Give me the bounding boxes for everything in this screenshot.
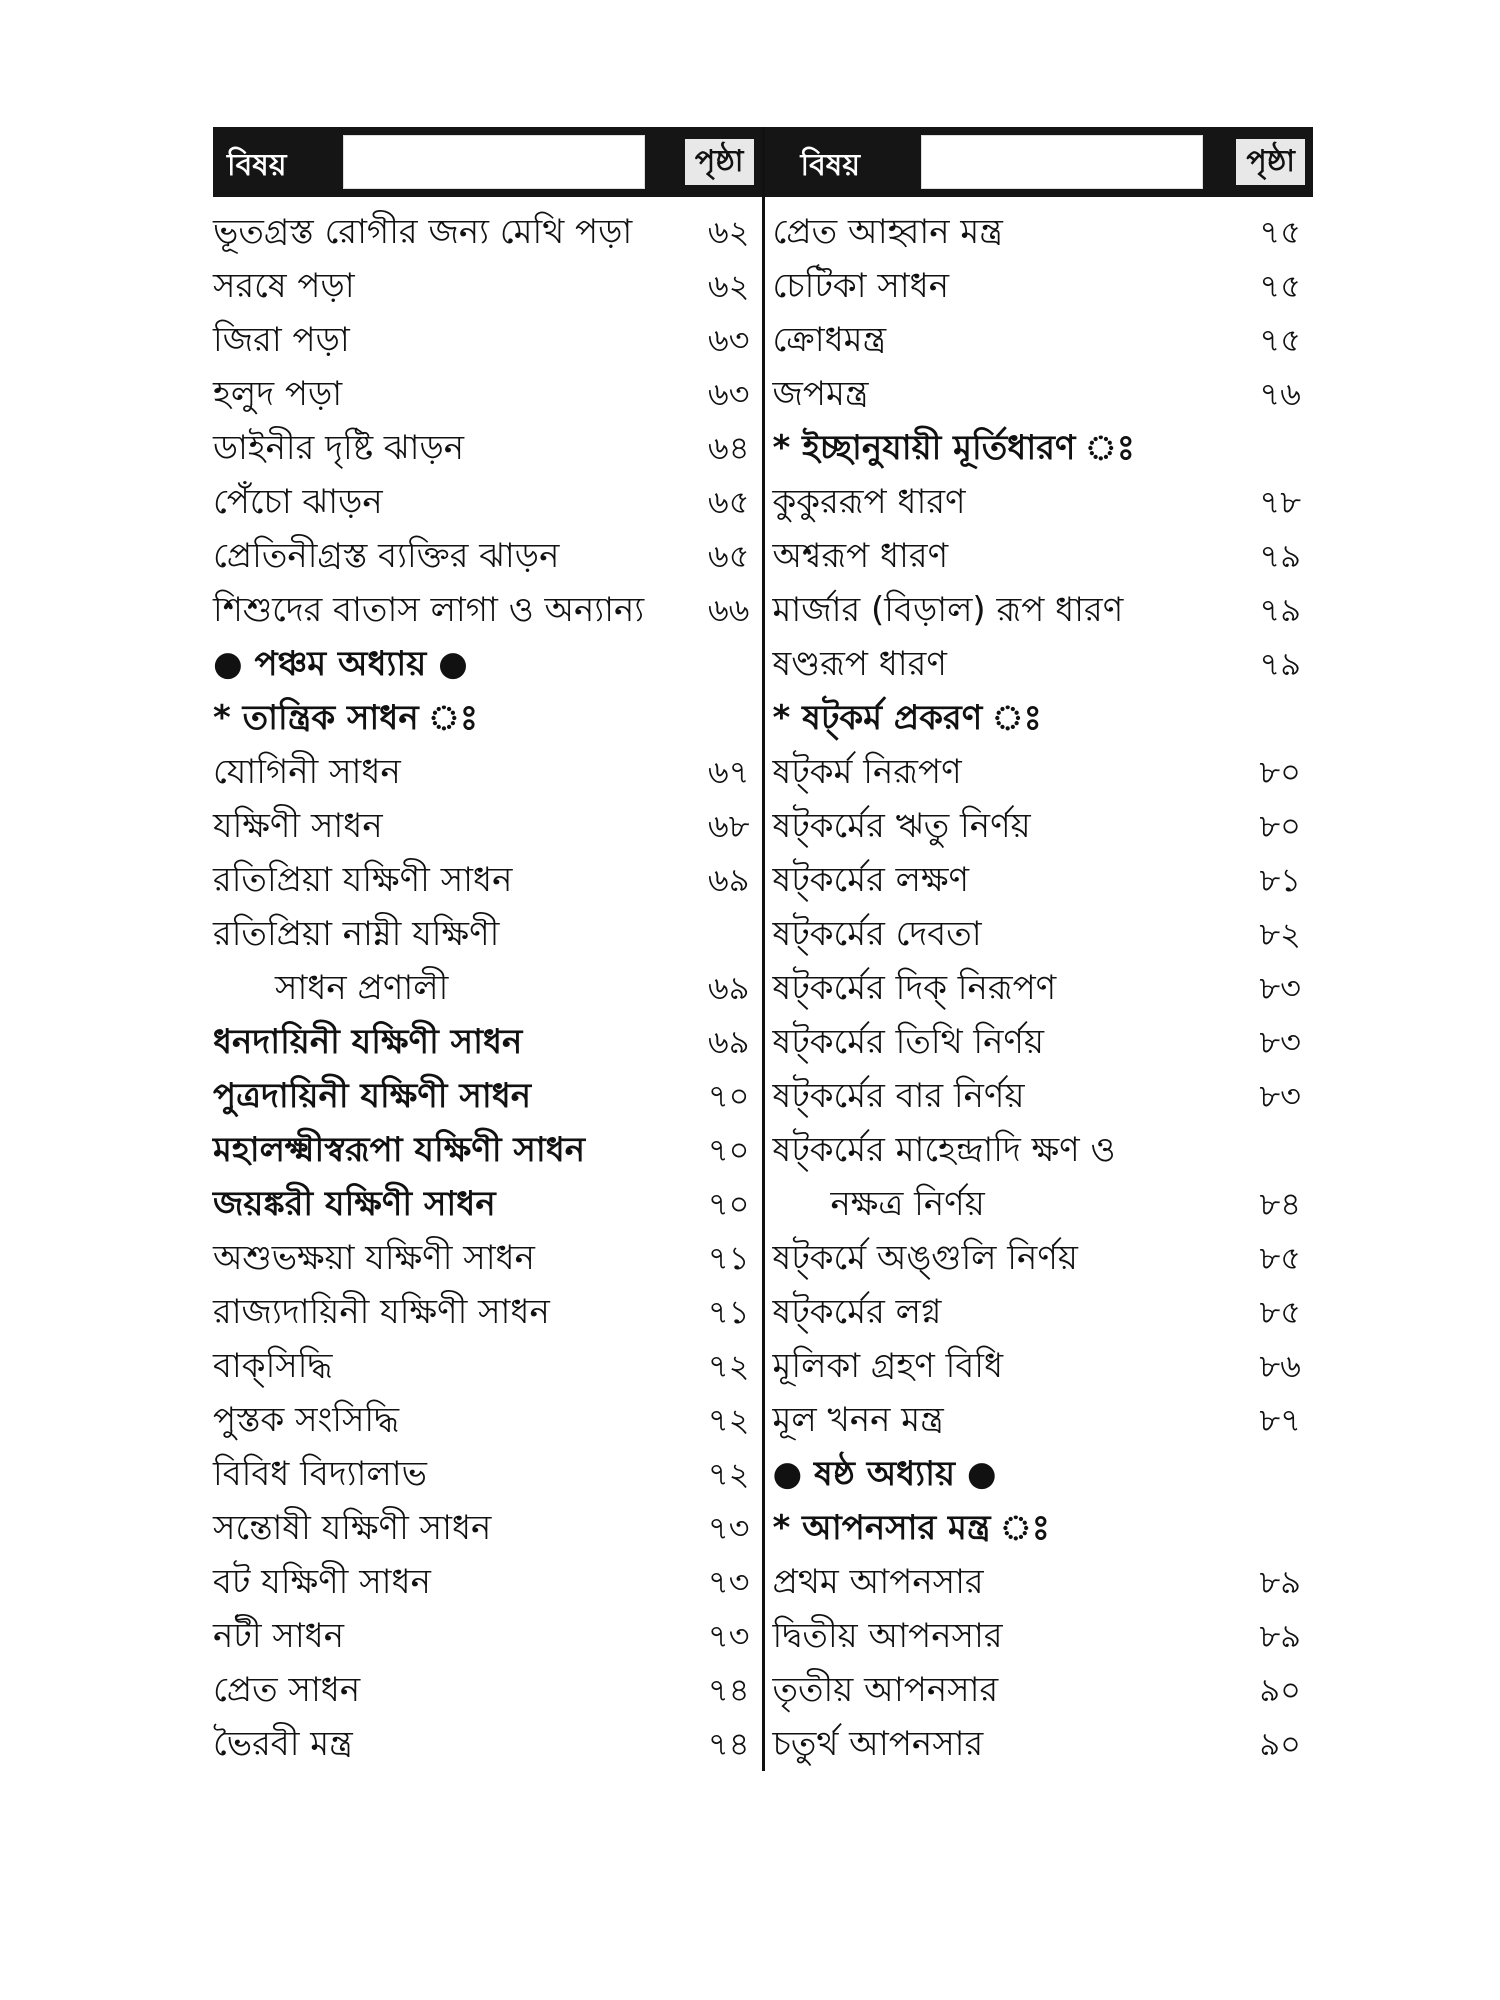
toc-row (765, 313, 1314, 367)
toc-row (213, 1447, 762, 1501)
entry-title: ষট্‌কর্মে অঙ্গুলি নির্ণয় (772, 1238, 1078, 1278)
entry-page: ৭৩ (707, 1563, 750, 1601)
toc-row (213, 907, 762, 961)
toc-row (213, 1501, 762, 1555)
entry-title: প্রথম আপনসার (772, 1562, 984, 1602)
entry-page: ৮০ (1259, 807, 1301, 845)
entry-title: অশুভক্ষয়া যক্ষিণী সাধন (213, 1238, 535, 1278)
toc-row (765, 1717, 1314, 1771)
entry-title: সন্তোষী যক্ষিণী সাধন (213, 1508, 492, 1548)
entry-title: ভৈরবী মন্ত্র (213, 1724, 353, 1764)
entry-title: বাক্‌সিদ্ধি (213, 1346, 333, 1386)
right-header (765, 127, 1314, 197)
toc-row (213, 259, 762, 313)
chapter-heading (213, 637, 762, 691)
toc-row (213, 313, 762, 367)
entry-page: ৬৯ (707, 861, 750, 899)
chapter-heading (765, 1447, 1314, 1501)
toc-row (213, 1069, 762, 1123)
section-heading (213, 691, 762, 745)
entry-page: ৮৩ (1259, 1077, 1301, 1115)
entry-title: ● পঞ্চম অধ্যায় ● (213, 644, 468, 684)
entry-title: প্রেতিনীগ্রস্ত ব্যক্তির ঝাড়ন (213, 536, 560, 576)
entry-page: ৮৩ (1259, 1023, 1301, 1061)
entry-title: * তান্ত্রিক সাধন ঃ (213, 698, 478, 738)
entry-page: ৭০ (707, 1185, 750, 1223)
entry-title: জয়ঙ্করী যক্ষিণী সাধন (213, 1184, 496, 1224)
entry-title: দ্বিতীয় আপনসার (772, 1616, 1003, 1656)
entry-page: ৭৬ (1259, 375, 1301, 413)
entry-page: ৭৫ (1259, 213, 1301, 251)
section-heading (765, 421, 1314, 475)
entry-title: বিবিধ বিদ্যালাভ (213, 1454, 427, 1494)
entry-title: জপমন্ত্র (772, 374, 869, 414)
right-column (765, 127, 1314, 1771)
entry-page: ৭২ (707, 1401, 750, 1439)
header-blank (343, 135, 645, 189)
entry-page: ৮৫ (1259, 1293, 1301, 1331)
page-heading: পৃষ্ঠা (1236, 139, 1305, 185)
toc-row (765, 475, 1314, 529)
entry-title: ষট্‌কর্মের লক্ষণ (772, 860, 970, 900)
entry-title: যক্ষিণী সাধন (213, 806, 383, 846)
entry-title: ষট্‌কর্মের দিক্ নিরূপণ (772, 968, 1057, 1008)
toc-row (213, 1231, 762, 1285)
entry-title: ক্রোধমন্ত্র (772, 320, 887, 360)
entry-title: মার্জার (বিড়াল) রূপ ধারণ (772, 590, 1124, 630)
toc-row (213, 1015, 762, 1069)
section-heading (765, 691, 1314, 745)
entry-page: ৭১ (707, 1239, 750, 1277)
entry-page: ৮৯ (1259, 1617, 1301, 1655)
entry-title: পুস্তক সংসিদ্ধি (213, 1400, 400, 1440)
entry-title: অশ্বরূপ ধারণ (772, 536, 949, 576)
subject-heading: বিষয় (227, 148, 287, 183)
entry-title: প্রেত সাধন (213, 1670, 361, 1710)
entry-page: ৬৯ (707, 969, 750, 1007)
left-rows (213, 205, 762, 1771)
header-blank (921, 135, 1203, 189)
toc-row (213, 1285, 762, 1339)
entry-page: ৬২ (707, 213, 750, 251)
entry-title: রতিপ্রিয়া যক্ষিণী সাধন (213, 860, 513, 900)
entry-page: ৭৮ (1259, 483, 1301, 521)
toc-row (213, 1393, 762, 1447)
toc-row (213, 961, 762, 1015)
entry-page: ৭১ (707, 1293, 750, 1331)
entry-page: ৮৫ (1259, 1239, 1301, 1277)
entry-page: ৭৫ (1259, 321, 1301, 359)
entry-title: নক্ষত্র নির্ণয় (830, 1184, 985, 1224)
entry-title: ষট্‌কর্মের ঋতু নির্ণয় (772, 806, 1031, 846)
toc-row (765, 367, 1314, 421)
entry-page: ৬৪ (707, 429, 750, 467)
toc-row (765, 1177, 1314, 1231)
entry-page: ৬৭ (707, 753, 750, 791)
entry-page: ৭২ (707, 1455, 750, 1493)
toc-row (213, 367, 762, 421)
toc-row (765, 1339, 1314, 1393)
entry-page: ৮৪ (1259, 1185, 1301, 1223)
entry-title: মূলিকা গ্রহণ বিধি (772, 1346, 1004, 1386)
entry-page: ৮৩ (1259, 969, 1301, 1007)
entry-page: ৯০ (1259, 1671, 1301, 1709)
toc-row (213, 1339, 762, 1393)
toc-row (765, 1555, 1314, 1609)
toc-row (765, 853, 1314, 907)
toc-row (765, 799, 1314, 853)
toc-row (765, 1393, 1314, 1447)
toc-row (765, 583, 1314, 637)
entry-title: * আপনসার মন্ত্র ঃ (772, 1508, 1050, 1548)
toc-row (765, 1123, 1314, 1177)
entry-title: ষট্‌কর্মের তিথি নির্ণয় (772, 1022, 1045, 1062)
entry-page: ৭৯ (1259, 537, 1301, 575)
toc-row (765, 259, 1314, 313)
toc-row (213, 475, 762, 529)
entry-title: ভূতগ্রস্ত রোগীর জন্য মেথি পড়া (213, 212, 633, 252)
entry-page: ৭২ (707, 1347, 750, 1385)
entry-title: ষণ্ডরূপ ধারণ (772, 644, 947, 684)
entry-page: ৬৩ (707, 375, 750, 413)
entry-page: ৬২ (707, 267, 750, 305)
toc-row (213, 799, 762, 853)
entry-title: মহালক্ষ্মীস্বরূপা যক্ষিণী সাধন (213, 1130, 586, 1170)
entry-page: ৭০ (707, 1077, 750, 1115)
entry-title: ষট্‌কর্ম নিরূপণ (772, 752, 962, 792)
toc-row (213, 1717, 762, 1771)
entry-title: প্রেত আহ্বান মন্ত্র (772, 212, 1003, 252)
entry-page: ৮৭ (1259, 1401, 1301, 1439)
entry-title: পুত্রদায়িনী যক্ষিণী সাধন (213, 1076, 532, 1116)
entry-page: ৭৪ (707, 1725, 750, 1763)
right-rows (765, 205, 1314, 1771)
toc-row (765, 1231, 1314, 1285)
entry-page: ৭৫ (1259, 267, 1301, 305)
toc-row (765, 907, 1314, 961)
entry-title: হলুদ পড়া (213, 374, 343, 414)
left-column (213, 127, 765, 1771)
entry-title: রতিপ্রিয়া নাম্নী যক্ষিণী (213, 914, 500, 954)
entry-page: ৭০ (707, 1131, 750, 1169)
entry-page: ৬৬ (707, 591, 750, 629)
toc-row (213, 529, 762, 583)
entry-title: কুকুররূপ ধারণ (772, 482, 966, 522)
entry-title: রাজ্যদায়িনী যক্ষিণী সাধন (213, 1292, 550, 1332)
entry-title: চেটিকা সাধন (772, 266, 950, 306)
toc-row (213, 421, 762, 475)
entry-page: ৭৪ (707, 1671, 750, 1709)
entry-title: শিশুদের বাতাস লাগা ও অন্যান্য (213, 590, 645, 630)
entry-title: ● ষষ্ঠ অধ্যায় ● (772, 1454, 997, 1494)
entry-title: সাধন প্রণালী (275, 968, 449, 1008)
section-heading (765, 1501, 1314, 1555)
entry-page: ৭৩ (707, 1617, 750, 1655)
toc-row (213, 745, 762, 799)
toc-row (765, 1015, 1314, 1069)
entry-page: ৮২ (1259, 915, 1301, 953)
entry-page: ৮১ (1259, 861, 1301, 899)
toc-row (213, 583, 762, 637)
toc-row (213, 205, 762, 259)
entry-page: ৮৬ (1259, 1347, 1301, 1385)
toc-row (213, 1123, 762, 1177)
entry-title: সরষে পড়া (213, 266, 355, 306)
toc-row (213, 1555, 762, 1609)
toc-row (213, 1177, 762, 1231)
entry-page: ৬৮ (707, 807, 750, 845)
entry-title: নটী সাধন (213, 1616, 345, 1656)
entry-title: বট যক্ষিণী সাধন (213, 1562, 431, 1602)
entry-page: ৭৯ (1259, 591, 1301, 629)
toc-row (765, 1663, 1314, 1717)
toc-row (765, 1609, 1314, 1663)
toc-row (765, 637, 1314, 691)
entry-title: জিরা পড়া (213, 320, 350, 360)
toc-row (765, 745, 1314, 799)
table-of-contents (213, 127, 1313, 1771)
subject-heading: বিষয় (800, 148, 860, 183)
left-header (213, 127, 762, 197)
entry-page: ৬৫ (707, 537, 750, 575)
entry-title: পেঁচো ঝাড়ন (213, 482, 383, 522)
entry-title: ষট্‌কর্মের বার নির্ণয় (772, 1076, 1025, 1116)
entry-page: ৬৯ (707, 1023, 750, 1061)
toc-row (765, 1285, 1314, 1339)
page-heading: পৃষ্ঠা (685, 139, 754, 185)
toc-row (213, 1609, 762, 1663)
entry-page: ৮০ (1259, 753, 1301, 791)
entry-title: ডাইনীর দৃষ্টি ঝাড়ন (213, 428, 465, 468)
entry-title: ষট্‌কর্মের লগ্ন (772, 1292, 942, 1332)
entry-page: ৭৯ (1259, 645, 1301, 683)
entry-title: ষট্‌কর্মের মাহেন্দ্রাদি ক্ষণ ও (772, 1130, 1116, 1170)
toc-row (213, 853, 762, 907)
entry-title: মূল খনন মন্ত্র (772, 1400, 944, 1440)
entry-title: চতুর্থ আপনসার (772, 1724, 984, 1764)
entry-page: ৬৩ (707, 321, 750, 359)
toc-row (765, 205, 1314, 259)
entry-title: * ষট্‌কর্ম প্রকরণ ঃ (772, 698, 1042, 738)
entry-page: ৬৫ (707, 483, 750, 521)
toc-row (765, 1069, 1314, 1123)
toc-row (765, 961, 1314, 1015)
entry-title: যোগিনী সাধন (213, 752, 401, 792)
entry-title: তৃতীয় আপনসার (772, 1670, 999, 1710)
entry-page: ৮৯ (1259, 1563, 1301, 1601)
entry-page: ৯০ (1259, 1725, 1301, 1763)
toc-row (765, 529, 1314, 583)
entry-title: ষট্‌কর্মের দেবতা (772, 914, 982, 954)
toc-row (213, 1663, 762, 1717)
entry-title: ধনদায়িনী যক্ষিণী সাধন (213, 1022, 523, 1062)
entry-title: * ইচ্ছানুযায়ী মূর্তিধারণ ঃ (772, 428, 1135, 468)
entry-page: ৭৩ (707, 1509, 750, 1547)
